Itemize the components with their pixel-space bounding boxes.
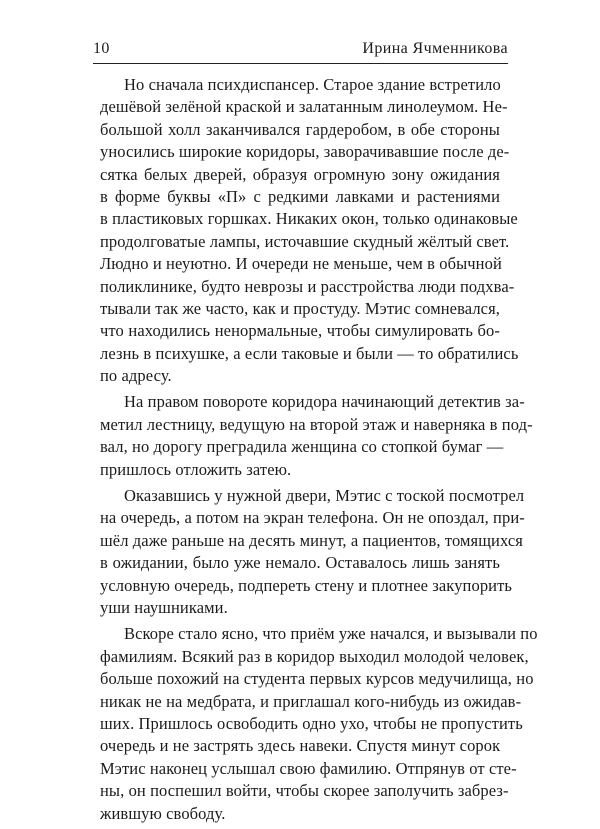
text-line: больше похожий на студента первых курсов медучилища, но [100,669,534,689]
text-line: фамилиям. Всякий раз в коридор выходил молодой человек, [100,646,529,666]
text-line: уносились широкие коридоры, заворачивавшие после де- [100,142,510,162]
text-line: ны, он поспешил войти, чтобы скорее заполучить забрез- [100,781,509,801]
running-head [93,36,508,58]
text-line: жившую свободу. [100,803,226,823]
text-line: что находились ненормальные, чтобы симулировать бо- [100,321,500,341]
text-line: Людно и неуютно. И очереди не меньше, чем в обычной [100,254,502,274]
text-line: в форме буквы «П» с редкими лавками и растениями [100,186,500,206]
paragraph [100,485,525,619]
text-line: пришлось отложить затею. [100,459,292,479]
text-line: дешёвой зелёной краской и залатанным линолеумом. Не- [100,97,508,117]
text-line: ших. Пришлось освободить одно ухо, чтобы не пропустить [100,713,523,733]
text-line: в пластиковых горшках. Никаких окон, только одинаковые [100,209,518,229]
text-line: сятка белых дверей, образуя огромную зону ожидания [100,164,500,184]
text-line: На правом повороте коридора начинающий детектив за- [124,392,525,412]
text-line: очередь и не застрять здесь навеки. Спустя минут сорок [100,736,501,756]
text-line: условную очередь, подперeть стену и плотнее закупорить [100,575,513,595]
text-line: продолговатые лампы, источавшие скудный жёлтый свет. [100,231,510,251]
text-line: метил лестницу, ведущую на второй этаж и наверняка в под- [100,414,533,434]
paragraph [100,74,519,387]
text-line: по адресу. [100,366,172,386]
text-line: никак не на медбрата, и приглашал кого-нибудь из ожидав- [100,691,522,711]
body-text [100,74,538,829]
text-line: на очередь, а потом на экран телефона. Он не опоздал, при- [100,508,525,528]
text-line: Вскоре стало ясно, что приём уже начался, и вызывали по [124,624,538,644]
text-line: большой холл заканчивался гардеробом, в обе стороны [100,119,500,139]
text-line: в ожидании, было уже немало. Оставалось лишь занять [100,553,500,573]
paragraph [100,391,533,481]
text-line: лезнь в психушке, а если таковые и были — то обратились [100,343,519,363]
text-line: поликлинике, будто неврозы и расстройства люди подхва- [100,276,515,296]
text-line: Мэтис наконец услышал свою фамилию. Отпрянув от сте- [100,758,517,778]
text-line: шёл даже раньше на десять минут, а пациентов, томящихся [100,530,523,550]
page-number: 10 [93,40,110,57]
author-name: Ирина Ячменникова [362,40,508,57]
paragraph [100,623,538,825]
text-line: тывали так же часто, как и простуду. Мэтис сомневался, [100,298,500,318]
text-line: Но сначала психдиспансер. Старое здание встретило [124,75,501,94]
text-line: уши наушниками. [100,597,228,617]
text-line: вал, но дорогу преградила женщина со стопкой бумаг — [100,437,504,457]
header-rule [93,63,508,64]
text-line: Оказавшись у нужной двери, Мэтис с тоской посмотрел [124,486,525,506]
